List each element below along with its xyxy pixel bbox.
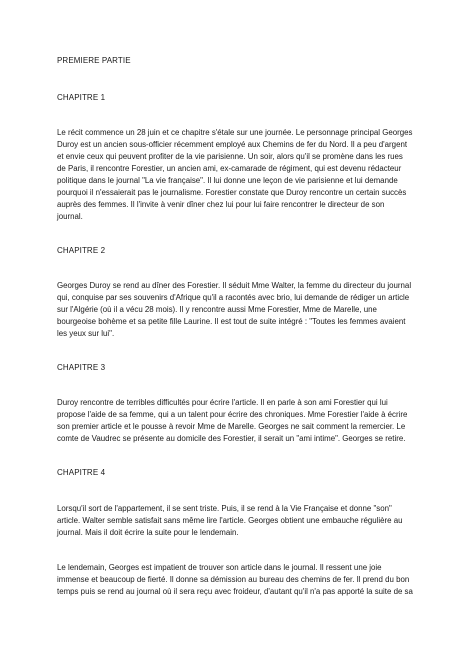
- paragraph-line: de Paris, il rencontre Forestier, un ancien ami, ex-camarade de régiment, qui est devenu rédacteur: [57, 164, 402, 173]
- paragraph-line: article. Walter semble satisfait sans même lire l'article. Georges obtient une embauche régulière au: [57, 516, 403, 525]
- paragraph-line: auprès des femmes. Il l'invite à venir dîner chez lui pour lui faire rencontrer le directeur de son: [57, 200, 385, 209]
- paragraph-line: Duroy rencontre de terribles difficultés pour écrire l'article. Il en parle à son ami Forestier qui lui: [57, 398, 388, 407]
- paragraph-line: Le récit commence un 28 juin et ce chapitre s'étale sur une journée. Le personnage principal Georges: [57, 128, 413, 137]
- paragraph-line: comte de Vaudrec se présente au domicile des Forestier, il serait un "ami intime". Georges se retire.: [57, 434, 406, 443]
- paragraph-line: temps puis se rend au journal où il sera reçu avec froideur, d'autant qu'il n'a pas apporté la suite de sa: [57, 587, 413, 596]
- paragraph-line: journal. Mais il doit écrire la suite pour le lendemain.: [57, 528, 239, 537]
- paragraph-line: qui, conquise par ses souvenirs d'Afrique qu'il a racontés avec brio, lui demande de rédiger un article: [57, 293, 410, 302]
- paragraph-line: et envie ceux qui peuvent profiter de la vie parisienne. Un soir, alors qu'il se promène dans les rues: [57, 152, 403, 161]
- chapter-heading-2: CHAPITRE 2: [57, 246, 106, 255]
- paragraph-line: les yeux sur lui".: [57, 329, 115, 338]
- paragraph-line: propose l'aide de sa femme, qui a un talent pour écrire des chroniques. Mme Forestier l'aide à écrire: [57, 410, 408, 419]
- paragraph-line: son premier article et le pousse à revoir Mme de Marelle. Georges ne sait comment la remercier. Le: [57, 422, 406, 431]
- paragraph-line: Lorsqu'il sort de l'appartement, il se sent triste. Puis, il se rend à la Vie Française et donne "son": [57, 504, 392, 513]
- chapter-heading-4: CHAPITRE 4: [57, 468, 106, 477]
- paragraph-line: Georges Duroy se rend au dîner des Forestier. Il séduit Mme Walter, la femme du directeur du journal: [57, 281, 412, 290]
- paragraph-line: politique dans le journal "La vie française". Il lui donne une leçon de vie parisienne et lui demande: [57, 176, 398, 185]
- part-title: PREMIERE PARTIE: [57, 56, 131, 65]
- chapter-heading-3: CHAPITRE 3: [57, 363, 106, 372]
- paragraph-line: journal.: [57, 212, 83, 221]
- paragraph-line: Duroy est un ancien sous-officier récemment employé aux Chemins de fer du Nord. Il a peu d'argent: [57, 140, 408, 149]
- paragraph-line: sur l'Algérie (où il a vécu 28 mois). Il y rencontre aussi Mme Forestier, Mme de Marelle, une: [57, 305, 377, 314]
- document-page: [57, 0, 427, 670]
- paragraph-line: immense et beaucoup de fierté. Il donne sa démission au bureau des chemins de fer. Il prend du bon: [57, 575, 410, 584]
- paragraph-line: pourquoi il n'essaierait pas le journalisme. Forestier constate que Duroy rencontre un certain succès: [57, 188, 407, 197]
- paragraph-line: bourgeoise bohème et sa petite fille Laurine. Il est tout de suite intégré : "Toutes les femmes avaient: [57, 317, 406, 326]
- chapter-heading-1: CHAPITRE 1: [57, 93, 106, 102]
- paragraph-line: Le lendemain, Georges est impatient de trouver son article dans le journal. Il ressent une joie: [57, 563, 382, 572]
